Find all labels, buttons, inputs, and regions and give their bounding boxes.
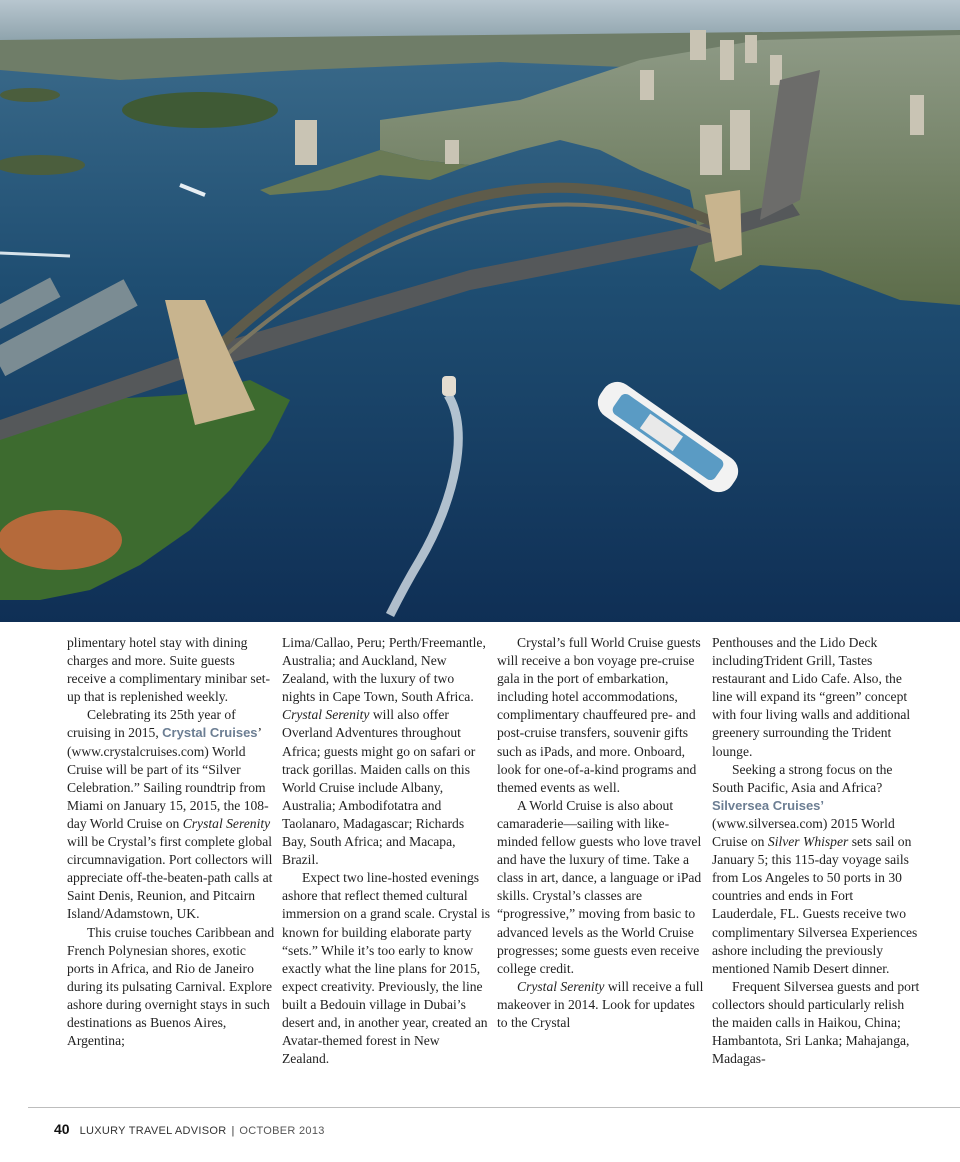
footer-divider xyxy=(28,1107,960,1108)
paragraph: Crystal’s full World Cruise guests will receive a bon voyage pre-cruise gala in the port of embarkation, including hotel accommodations, complimentary chauffeured pre- and post-cruise transfers, souvenir gifts such as iPads, and more. Onboard, look for one-of-a-kind programs and themed events as well. xyxy=(497,635,701,795)
ship-name: Crystal Serenity xyxy=(182,815,271,831)
ship-name: Crystal Serenity xyxy=(517,978,605,994)
ship-name: Silver Whisper xyxy=(767,834,849,850)
text-run: ’ (www.crystalcruises.com) World Cruise will be part of its “Silver Celebration.” Sailing roundtrip from Miami on January 15, 2015, the 108-day World Cruise on xyxy=(67,725,269,831)
page-footer xyxy=(54,1121,325,1137)
footer-separator: | xyxy=(231,1125,235,1137)
text-run: Seeking a strong focus on the South Pacific, Asia and Africa? xyxy=(712,761,893,795)
text-run: will receive a full makeover in 2014. Look for updates to the Crystal xyxy=(497,978,704,1030)
text-run: will be Crystal’s first complete global circumnavigation. Port collectors will appreciate off-the-beaten-path calls at Saint Denis, Reunion, and Pitcairn Island/Adamstown, UK. xyxy=(67,834,273,922)
column-3 xyxy=(497,634,705,1032)
page-number: 40 xyxy=(54,1121,70,1137)
ferry xyxy=(442,376,456,396)
column-1 xyxy=(67,634,275,1050)
paragraph: plimentary hotel stay with dining charges and more. Suite guests receive a complimentary minibar set-up that is replenished weekly. xyxy=(67,635,271,705)
small-island-2 xyxy=(0,88,60,102)
round-building xyxy=(0,510,122,570)
paragraph xyxy=(497,978,705,1032)
paragraph xyxy=(712,761,920,978)
magazine-title: LUXURY TRAVEL ADVISOR xyxy=(79,1125,227,1137)
column-4 xyxy=(712,634,920,1068)
paragraph: Penthouses and the Lido Deck includingTrident Grill, Tastes restaurant and Lido Cafe. Also, the line will expand its “green” concept with four living walls and additional greenery surrounding the Trident lounge. xyxy=(712,635,911,759)
brand-crystal-cruises: Crystal Cruises xyxy=(162,725,258,741)
paragraph: A World Cruise is also about camaraderie—sailing with like-minded fellow guests who love travel and have the luxury of time. Take a class in art, dance, a language or iPad skills. Crystal’s classes are “progressive,” moving from basic to advanced levels as the World Cruise progresses; some guests even receive college credit. xyxy=(497,797,702,976)
ship-name: Crystal Serenity xyxy=(282,707,370,723)
paragraph xyxy=(282,634,490,869)
issue-date: OCTOBER 2013 xyxy=(239,1125,325,1137)
text-run: will also offer Overland Adventures throughout Africa; guests might go on safari or track gorillas. Maiden calls on this World Cruise include Albany, Australia; Ambodifotatra and Taolanaro, Madagascar; Richards Bay, South Africa; and Macapa, Brazil. xyxy=(282,707,476,868)
text-run: Lima/Callao, Peru; Perth/Freemantle, Australia; and Auckland, New Zealand, with the luxury of two nights in Cape Town, South Africa. xyxy=(282,635,486,705)
brand-silversea-cruises: Silversea Cruises’ xyxy=(712,797,825,813)
paragraph: This cruise touches Caribbean and French Polynesian shores, exotic ports in Africa, and Rio de Janeiro during its pulsating Carnival. Explore ashore during overnight stays in such destinations as Buenos Aires, Argentina; xyxy=(67,924,275,1049)
text-run: (www.silversea.com) 2015 World Cruise on xyxy=(712,815,895,850)
paragraph: Frequent Silversea guests and port collectors should particularly relish the maiden calls in Haikou, China; Hambantota, Sri Lanka; Mahajanga, Madagas- xyxy=(712,978,920,1067)
text-run: Celebrating its 25th year of cruising in 2015, xyxy=(67,707,236,741)
paragraph: Expect two line-hosted evenings ashore that reflect themed cultural immersion on a grand scale. Crystal is known for building elaborate party “sets.” While it’s too early to know exactly what the line plans for 2015, expect creativity. Previously, the line built a Bedouin village in Dubai’s desert and, in another year, created an Avatar-themed forest in New Zealand. xyxy=(282,870,491,1067)
text-run: sets sail on January 5; this 115-day voyage sails from Los Angeles to 50 ports in 30 countries and ends in Fort Lauderdale, FL. Guests receive two complimentary Silversea Experiences ashore including the previously mentioned Namib Desert dinner. xyxy=(712,834,918,976)
column-2 xyxy=(282,634,490,1068)
island xyxy=(122,92,278,128)
paragraph xyxy=(67,706,275,923)
